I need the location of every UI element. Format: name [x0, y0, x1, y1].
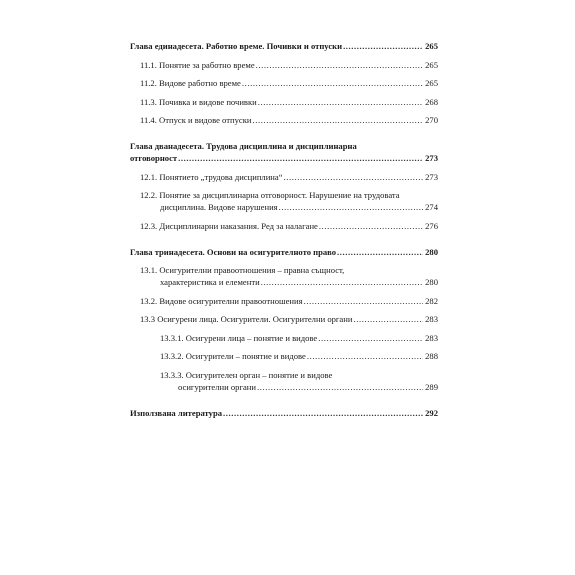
toc-item-13-3-1[interactable] — [130, 332, 438, 344]
page-number: 289 — [425, 381, 438, 392]
item-label: характеристика и елементи — [160, 277, 260, 287]
dot-leader — [256, 59, 423, 71]
dot-leader — [178, 152, 423, 164]
page-number: 283 — [425, 314, 438, 324]
toc-item-13-3-3[interactable] — [130, 381, 438, 393]
chapter-title: отговорност — [130, 153, 178, 163]
toc-item-13-1[interactable] — [130, 276, 438, 288]
item-label: 13.3.1. Осигурени лица – понятие и видове — [160, 332, 318, 343]
item-label: 11.1. Понятие за работно време — [140, 59, 255, 70]
item-label: дисциплина. Видове нарушения — [160, 202, 278, 212]
toc-bibliography[interactable] — [130, 407, 438, 419]
page-number: 280 — [425, 277, 438, 287]
toc-item-13-1-line1[interactable]: 13.1. Осигурителни правоотношения – правна същност, — [140, 265, 345, 275]
toc-chapter-12-title-line1[interactable]: Глава дванадесета. Трудова дисциплина и дисциплинарна — [130, 141, 357, 151]
dot-leader — [337, 246, 423, 258]
page-number: 280 — [425, 246, 438, 257]
dot-leader — [284, 171, 423, 183]
toc-item-11-2[interactable] — [130, 77, 438, 89]
toc-item-11-4[interactable] — [130, 114, 438, 126]
dot-leader — [223, 407, 423, 419]
toc-item-13-3-3-line1[interactable]: 13.3.3. Осигурителен орган – понятие и видове — [160, 369, 333, 380]
item-label: 11.2. Видове работно време — [140, 78, 241, 88]
page-number: 270 — [425, 115, 438, 125]
item-label: 11.4. Отпуск и видове отпуски — [140, 115, 252, 125]
page-number: 268 — [425, 96, 438, 107]
toc-item-11-1[interactable] — [130, 59, 438, 71]
dot-leader — [261, 276, 423, 288]
toc-item-12-2[interactable] — [130, 201, 438, 213]
dot-leader — [319, 220, 423, 232]
page-number: 273 — [425, 153, 438, 163]
item-label: 13.2. Видове осигурителни правоотношения — [140, 295, 303, 306]
toc-chapter-13[interactable] — [130, 246, 438, 258]
dot-leader — [307, 350, 423, 362]
dot-leader — [353, 313, 423, 325]
page-number: 273 — [425, 171, 438, 182]
toc-item-11-3[interactable] — [130, 96, 438, 108]
dot-leader — [318, 332, 423, 344]
toc-chapter-12[interactable] — [130, 152, 438, 164]
dot-leader — [304, 295, 423, 307]
chapter-title: Глава единадесета. Работно време. Почивки и отпуски — [130, 41, 343, 51]
dot-leader — [343, 40, 423, 52]
dot-leader — [252, 114, 423, 126]
page-number: 282 — [425, 295, 438, 306]
dot-leader — [242, 77, 423, 89]
item-label: 12.1. Понятието „трудова дисциплина“ — [140, 171, 283, 182]
page-number: 288 — [425, 351, 438, 361]
page-number: 265 — [425, 59, 438, 70]
page-number: 292 — [425, 407, 438, 418]
chapter-title: Глава тринадесета. Основи на осигурителното право — [130, 246, 337, 257]
page-number: 265 — [425, 41, 438, 51]
chapter-title: Използвана литература — [130, 407, 223, 418]
toc-item-12-1[interactable] — [130, 171, 438, 183]
item-label: 11.3. Почивка и видове почивки — [140, 96, 257, 107]
item-label: 13.3 Осигурени лица. Осигурители. Осигурителни органи — [140, 314, 353, 324]
toc-item-12-2-line1[interactable]: 12.2. Понятие за дисциплинарна отговорност. Нарушение на трудовата — [140, 190, 400, 200]
page-number: 283 — [425, 332, 438, 343]
dot-leader — [257, 381, 423, 393]
dot-leader — [279, 201, 423, 213]
item-label: осигурителни органи — [178, 381, 256, 392]
item-label: 13.3.2. Осигурители – понятие и видове — [160, 351, 306, 361]
toc-chapter-11[interactable] — [130, 40, 438, 52]
toc-item-13-3-2[interactable] — [130, 350, 438, 362]
page-number: 274 — [425, 202, 438, 212]
dot-leader — [258, 96, 423, 108]
item-label: 12.3. Дисциплинарни наказания. Ред за налагане — [140, 220, 318, 231]
toc-item-13-2[interactable] — [130, 295, 438, 307]
toc-item-12-3[interactable] — [130, 220, 438, 232]
table-of-contents — [130, 40, 438, 419]
page-number: 265 — [425, 78, 438, 88]
page-number: 276 — [425, 220, 438, 231]
toc-item-13-3[interactable] — [130, 313, 438, 325]
